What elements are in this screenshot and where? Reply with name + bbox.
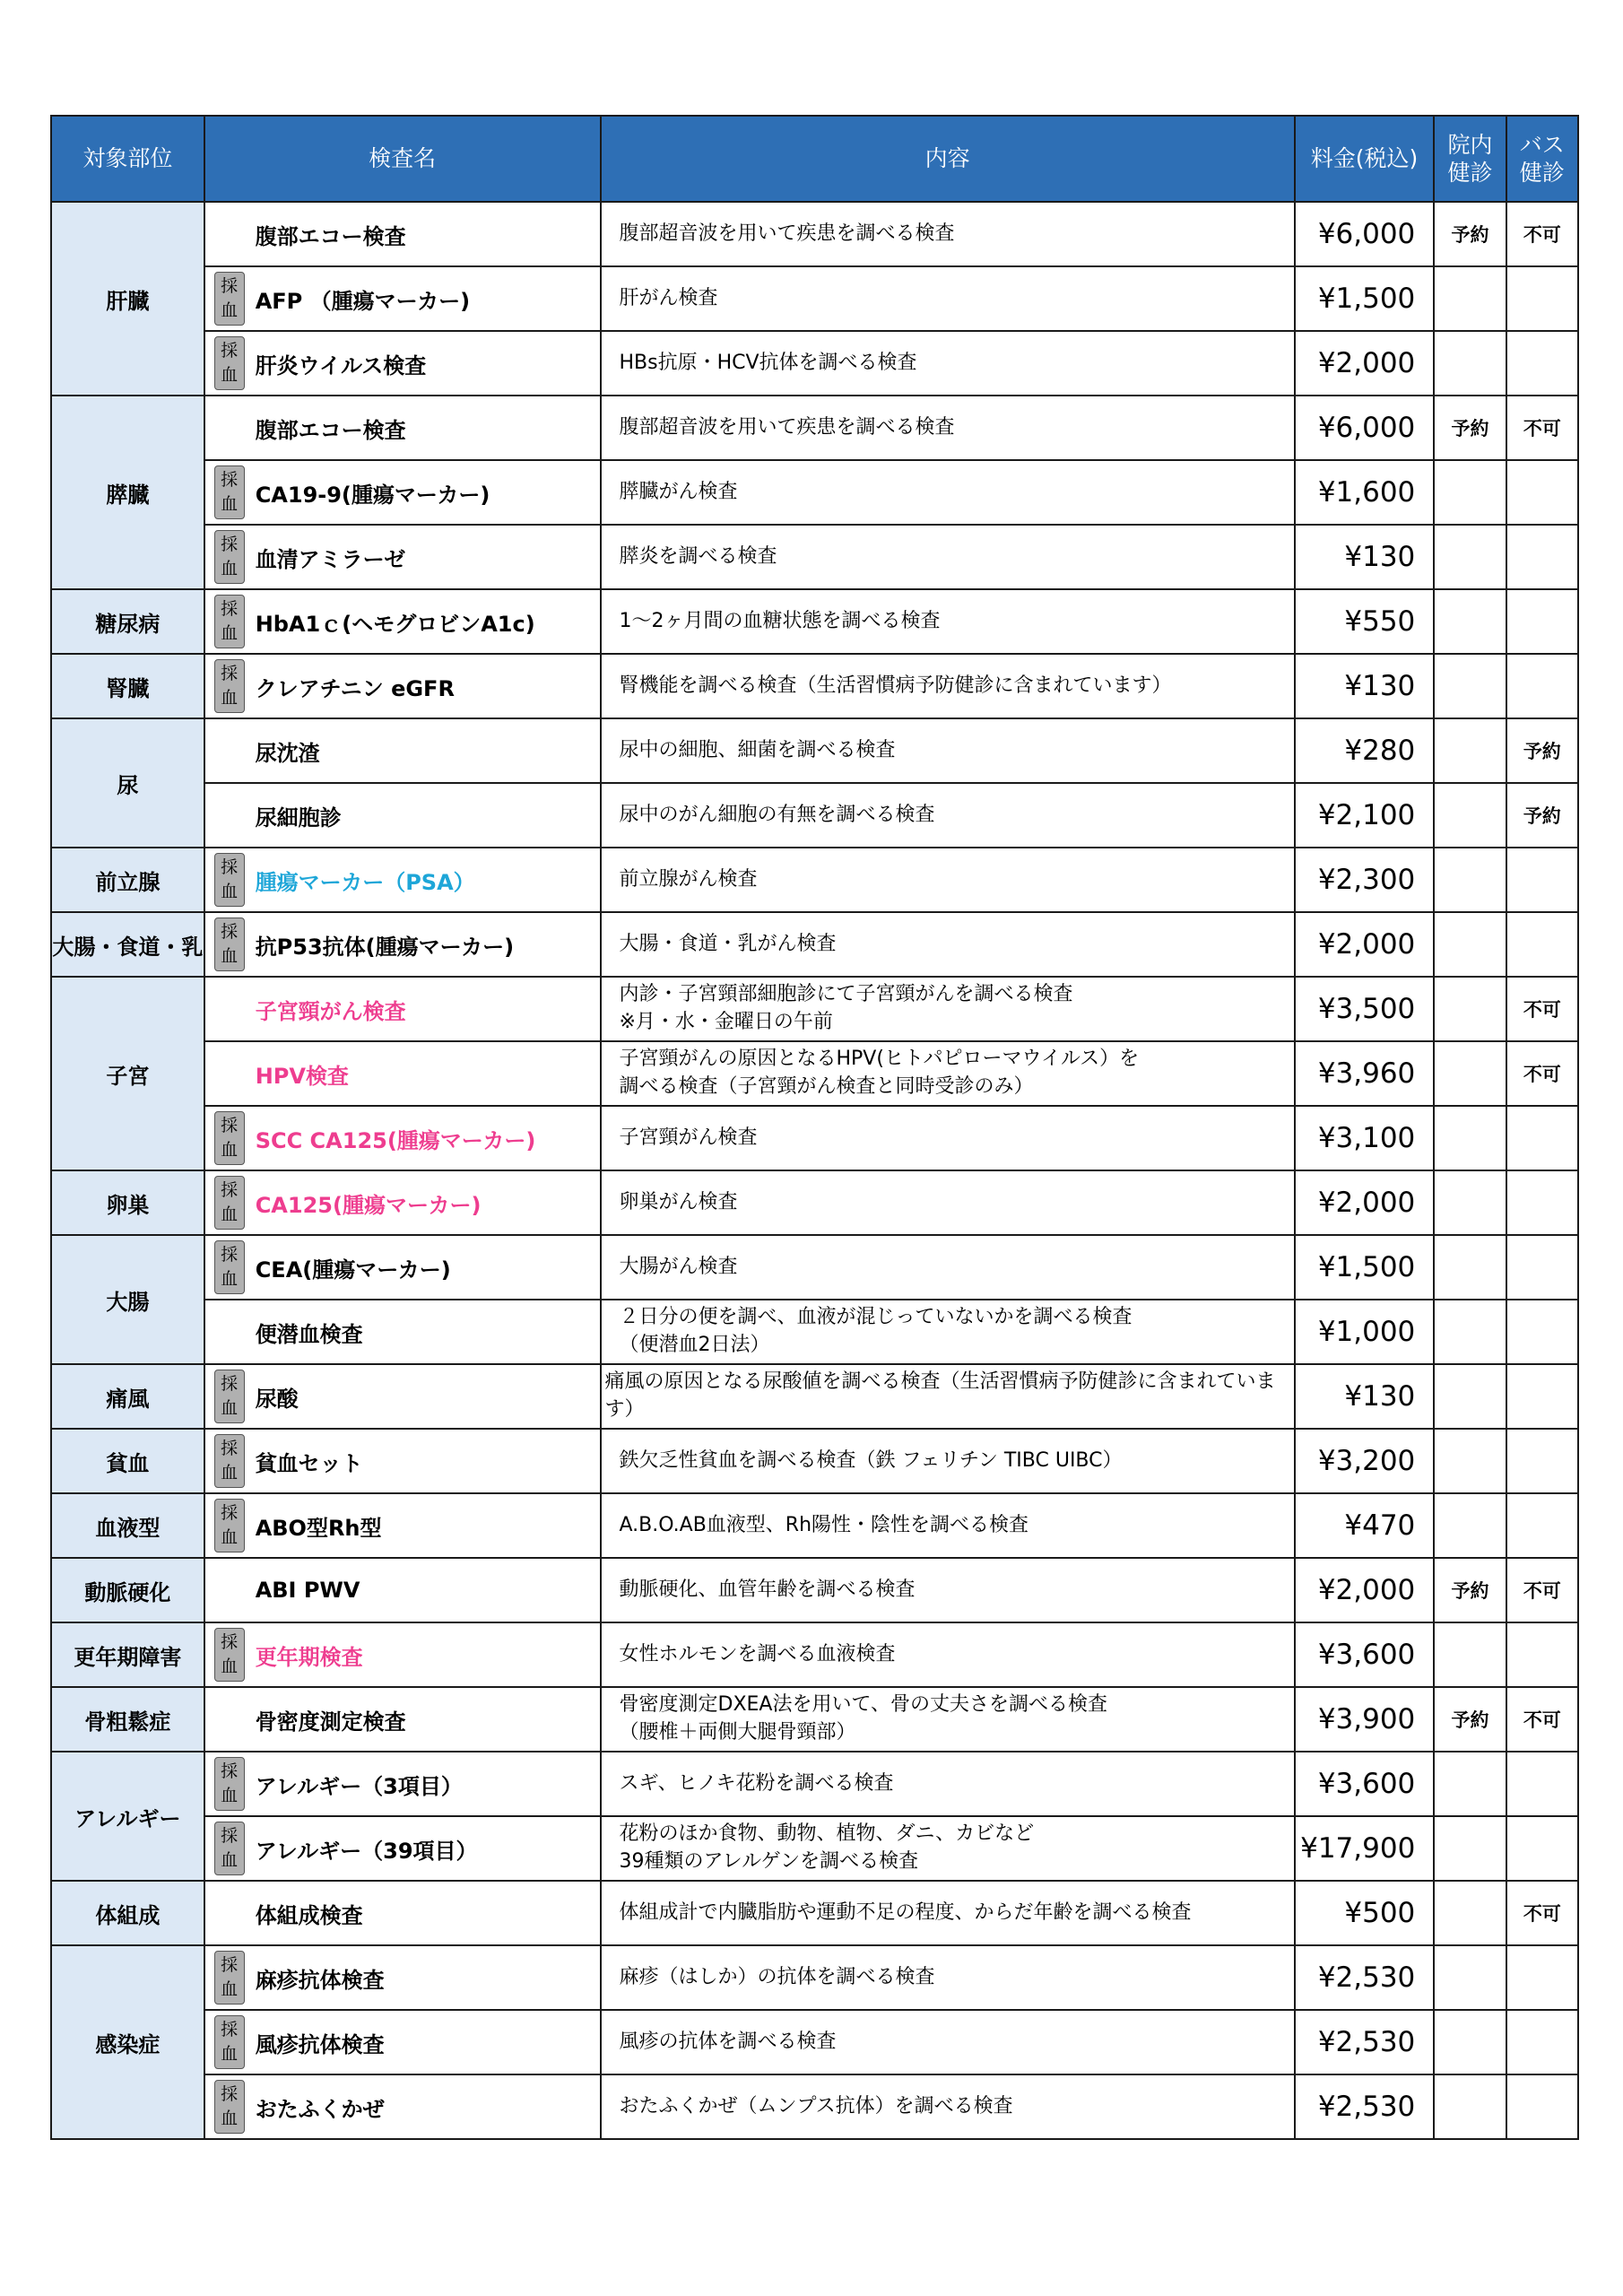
table-row	[51, 1945, 1578, 2010]
exam-name: 腹部エコー検査	[204, 202, 601, 266]
exam-name: 採 血 腫瘍マーカー（PSA）	[204, 848, 601, 912]
bus-status: 不可	[1506, 1881, 1578, 1945]
bus-status	[1506, 1300, 1578, 1364]
exam-name: 便潜血検査	[204, 1300, 601, 1364]
exam-description: 腹部超音波を用いて疾患を調べる検査	[601, 202, 1295, 266]
category-cell: 膵臓	[51, 396, 204, 589]
header-row	[51, 116, 1578, 202]
header-bus: バス 健診	[1506, 116, 1578, 202]
table-row	[51, 460, 1578, 525]
table-row	[51, 1752, 1578, 1816]
innai-status	[1434, 718, 1506, 783]
category-cell: 糖尿病	[51, 589, 204, 654]
bus-status	[1506, 589, 1578, 654]
innai-status	[1434, 1364, 1506, 1429]
exam-price: ¥2,530	[1295, 2074, 1435, 2139]
exam-price: ¥3,200	[1295, 1429, 1435, 1493]
blood-draw-badge: 採 血	[214, 1499, 245, 1552]
table-row	[51, 1687, 1578, 1752]
exam-name: 骨密度測定検査	[204, 1687, 601, 1752]
category-cell: 子宮	[51, 977, 204, 1170]
exam-name: 尿細胞診	[204, 783, 601, 848]
exam-name: 採 血 ABO型Rh型	[204, 1493, 601, 1558]
table-row	[51, 331, 1578, 396]
exam-description: 子宮頸がん検査	[601, 1106, 1295, 1170]
exam-price: ¥2,000	[1295, 912, 1435, 977]
exam-price: ¥3,600	[1295, 1752, 1435, 1816]
bus-status	[1506, 1945, 1578, 2010]
category-cell: 痛風	[51, 1364, 204, 1429]
exam-price: ¥6,000	[1295, 202, 1435, 266]
exam-description: 尿中のがん細胞の有無を調べる検査	[601, 783, 1295, 848]
bus-status: 不可	[1506, 1558, 1578, 1622]
table-row	[51, 912, 1578, 977]
innai-status: 予約	[1434, 1687, 1506, 1752]
category-cell: 動脈硬化	[51, 1558, 204, 1622]
exam-description: 腎機能を調べる検査（生活習慣病予防健診に含まれています）	[601, 654, 1295, 718]
exam-price: ¥130	[1295, 654, 1435, 718]
innai-status	[1434, 1752, 1506, 1816]
category-cell: 血液型	[51, 1493, 204, 1558]
exam-description: 骨密度測定DXEA法を用いて、骨の丈夫さを調べる検査 （腰椎＋両側大腿骨頸部）	[601, 1687, 1295, 1752]
table-row	[51, 1106, 1578, 1170]
innai-status	[1434, 1106, 1506, 1170]
exam-price: ¥3,600	[1295, 1622, 1435, 1687]
bus-status	[1506, 1106, 1578, 1170]
header-exam-name: 検査名	[204, 116, 601, 202]
category-cell: 大腸	[51, 1235, 204, 1364]
innai-status	[1434, 783, 1506, 848]
exam-name: 採 血 肝炎ウイルス検査	[204, 331, 601, 396]
exam-description: 風疹の抗体を調べる検査	[601, 2010, 1295, 2074]
exam-price: ¥130	[1295, 1364, 1435, 1429]
bus-status: 不可	[1506, 202, 1578, 266]
table-row	[51, 1170, 1578, 1235]
exam-description: A.B.O.AB血液型、Rh陽性・陰性を調べる検査	[601, 1493, 1295, 1558]
blood-draw-badge: 採 血	[214, 1240, 245, 1294]
bus-status: 予約	[1506, 718, 1578, 783]
table-row	[51, 266, 1578, 331]
blood-draw-badge: 採 血	[214, 530, 245, 584]
table-row	[51, 1816, 1578, 1881]
table-row	[51, 1041, 1578, 1106]
innai-status	[1434, 266, 1506, 331]
exam-price: ¥1,600	[1295, 460, 1435, 525]
table-row	[51, 2010, 1578, 2074]
exam-price: ¥130	[1295, 525, 1435, 589]
exam-price: ¥2,530	[1295, 1945, 1435, 2010]
category-cell: 感染症	[51, 1945, 204, 2139]
bus-status	[1506, 460, 1578, 525]
table-row	[51, 589, 1578, 654]
bus-status	[1506, 848, 1578, 912]
blood-draw-badge: 採 血	[214, 1757, 245, 1811]
exam-description: 花粉のほか食物、動物、植物、ダニ、カビなど 39種類のアレルゲンを調べる検査	[601, 1816, 1295, 1881]
bus-status	[1506, 525, 1578, 589]
blood-draw-badge: 採 血	[214, 595, 245, 648]
exam-description: 鉄欠乏性貧血を調べる検査（鉄 フェリチン TIBC UIBC）	[601, 1429, 1295, 1493]
category-cell: 腎臓	[51, 654, 204, 718]
innai-status	[1434, 331, 1506, 396]
exam-name: 採 血 SCC CA125(腫瘍マーカー)	[204, 1106, 601, 1170]
exam-name: 採 血 AFP （腫瘍マーカー)	[204, 266, 601, 331]
exam-name: 体組成検査	[204, 1881, 601, 1945]
exam-description: 肝がん検査	[601, 266, 1295, 331]
exam-description: 大腸・食道・乳がん検査	[601, 912, 1295, 977]
exam-price-table	[50, 115, 1579, 2140]
table-row	[51, 1558, 1578, 1622]
exam-description: 腹部超音波を用いて疾患を調べる検査	[601, 396, 1295, 460]
header-description: 内容	[601, 116, 1295, 202]
bus-status	[1506, 331, 1578, 396]
blood-draw-badge: 採 血	[214, 272, 245, 326]
table-row	[51, 977, 1578, 1041]
exam-name: 採 血 アレルギー（3項目）	[204, 1752, 601, 1816]
exam-name: 採 血 抗P53抗体(腫瘍マーカー)	[204, 912, 601, 977]
innai-status	[1434, 1816, 1506, 1881]
bus-status: 不可	[1506, 1041, 1578, 1106]
exam-name: 子宮頸がん検査	[204, 977, 601, 1041]
bus-status	[1506, 266, 1578, 331]
category-cell: 体組成	[51, 1881, 204, 1945]
bus-status: 不可	[1506, 977, 1578, 1041]
category-cell: 更年期障害	[51, 1622, 204, 1687]
exam-price: ¥3,100	[1295, 1106, 1435, 1170]
bus-status	[1506, 1364, 1578, 1429]
exam-name: 腹部エコー検査	[204, 396, 601, 460]
bus-status	[1506, 654, 1578, 718]
exam-price: ¥3,900	[1295, 1687, 1435, 1752]
table-row	[51, 1881, 1578, 1945]
innai-status	[1434, 848, 1506, 912]
category-cell: 尿	[51, 718, 204, 848]
exam-description: おたふくかぜ（ムンプス抗体）を調べる検査	[601, 2074, 1295, 2139]
innai-status	[1434, 2074, 1506, 2139]
exam-price: ¥6,000	[1295, 396, 1435, 460]
exam-name: 採 血 麻疹抗体検査	[204, 1945, 601, 2010]
innai-status: 予約	[1434, 396, 1506, 460]
innai-status	[1434, 1945, 1506, 2010]
exam-description: 尿中の細胞、細菌を調べる検査	[601, 718, 1295, 783]
exam-description: 膵炎を調べる検査	[601, 525, 1295, 589]
exam-description: スギ、ヒノキ花粉を調べる検査	[601, 1752, 1295, 1816]
exam-name: ABI PWV	[204, 1558, 601, 1622]
exam-description: 子宮頸がんの原因となるHPV(ヒトパピローマウイルス）を 調べる検査（子宮頸がん検査と同時受診のみ）	[601, 1041, 1295, 1106]
exam-price: ¥2,100	[1295, 783, 1435, 848]
bus-status	[1506, 1170, 1578, 1235]
innai-status: 予約	[1434, 202, 1506, 266]
table-row	[51, 1300, 1578, 1364]
blood-draw-badge: 採 血	[214, 465, 245, 519]
innai-status	[1434, 1429, 1506, 1493]
blood-draw-badge: 採 血	[214, 1822, 245, 1875]
innai-status	[1434, 1235, 1506, 1300]
exam-name: 採 血 CEA(腫瘍マーカー)	[204, 1235, 601, 1300]
exam-name: 採 血 アレルギー（39項目）	[204, 1816, 601, 1881]
innai-status	[1434, 460, 1506, 525]
exam-description: 麻疹（はしか）の抗体を調べる検査	[601, 1945, 1295, 2010]
bus-status: 不可	[1506, 1687, 1578, 1752]
bus-status	[1506, 1622, 1578, 1687]
exam-description: 大腸がん検査	[601, 1235, 1295, 1300]
blood-draw-badge: 採 血	[214, 1176, 245, 1230]
innai-status	[1434, 1622, 1506, 1687]
exam-price: ¥2,530	[1295, 2010, 1435, 2074]
exam-name: HPV検査	[204, 1041, 601, 1106]
category-cell: アレルギー	[51, 1752, 204, 1881]
category-cell: 肝臓	[51, 202, 204, 396]
exam-name: 採 血 更年期検査	[204, 1622, 601, 1687]
exam-description: 痛風の原因となる尿酸値を調べる検査（生活習慣病予防健診に含まれていま す）	[601, 1364, 1295, 1429]
blood-draw-badge: 採 血	[214, 1370, 245, 1423]
exam-price: ¥2,000	[1295, 1558, 1435, 1622]
bus-status	[1506, 1752, 1578, 1816]
exam-price: ¥3,500	[1295, 977, 1435, 1041]
bus-status	[1506, 1816, 1578, 1881]
innai-status	[1434, 525, 1506, 589]
header-innai: 院内 健診	[1434, 116, 1506, 202]
bus-status	[1506, 912, 1578, 977]
category-cell: 卵巣	[51, 1170, 204, 1235]
innai-status	[1434, 1881, 1506, 1945]
table-row	[51, 718, 1578, 783]
innai-status	[1434, 654, 1506, 718]
bus-status	[1506, 2010, 1578, 2074]
bus-status	[1506, 1493, 1578, 1558]
exam-name: 採 血 貧血セット	[204, 1429, 601, 1493]
exam-price: ¥1,500	[1295, 1235, 1435, 1300]
exam-name: 尿沈渣	[204, 718, 601, 783]
table-row	[51, 1235, 1578, 1300]
exam-price: ¥1,000	[1295, 1300, 1435, 1364]
category-cell: 大腸・食道・乳	[51, 912, 204, 977]
blood-draw-badge: 採 血	[214, 2015, 245, 2069]
category-cell: 貧血	[51, 1429, 204, 1493]
exam-description: 1～2ヶ月間の血糖状態を調べる検査	[601, 589, 1295, 654]
exam-name: 採 血 尿酸	[204, 1364, 601, 1429]
bus-status	[1506, 2074, 1578, 2139]
exam-name: 採 血 クレアチニン eGFR	[204, 654, 601, 718]
exam-price: ¥2,000	[1295, 1170, 1435, 1235]
innai-status	[1434, 977, 1506, 1041]
header-price: 料金(税込)	[1295, 116, 1435, 202]
innai-status	[1434, 2010, 1506, 2074]
innai-status	[1434, 1170, 1506, 1235]
exam-description: 動脈硬化、血管年齢を調べる検査	[601, 1558, 1295, 1622]
table-row	[51, 202, 1578, 266]
exam-price: ¥1,500	[1295, 266, 1435, 331]
table-row	[51, 1364, 1578, 1429]
table-row	[51, 525, 1578, 589]
exam-price: ¥500	[1295, 1881, 1435, 1945]
innai-status	[1434, 1041, 1506, 1106]
exam-name: 採 血 CA19-9(腫瘍マーカー)	[204, 460, 601, 525]
innai-status	[1434, 1300, 1506, 1364]
exam-name: 採 血 風疹抗体検査	[204, 2010, 601, 2074]
exam-name: 採 血 HbA1ｃ(ヘモグロビンA1c)	[204, 589, 601, 654]
table-row	[51, 1493, 1578, 1558]
exam-price: ¥470	[1295, 1493, 1435, 1558]
exam-price: ¥2,000	[1295, 331, 1435, 396]
table-row	[51, 2074, 1578, 2139]
blood-draw-badge: 採 血	[214, 1951, 245, 2005]
exam-description: HBs抗原・HCV抗体を調べる検査	[601, 331, 1295, 396]
table-row	[51, 654, 1578, 718]
bus-status: 不可	[1506, 396, 1578, 460]
blood-draw-badge: 採 血	[214, 1434, 245, 1488]
exam-description: 前立腺がん検査	[601, 848, 1295, 912]
table-row	[51, 1622, 1578, 1687]
blood-draw-badge: 採 血	[214, 918, 245, 971]
exam-price: ¥2,300	[1295, 848, 1435, 912]
exam-name: 採 血 CA125(腫瘍マーカー)	[204, 1170, 601, 1235]
blood-draw-badge: 採 血	[214, 853, 245, 907]
exam-name: 採 血 血清アミラーゼ	[204, 525, 601, 589]
bus-status	[1506, 1235, 1578, 1300]
exam-price: ¥17,900	[1295, 1816, 1435, 1881]
blood-draw-badge: 採 血	[214, 1628, 245, 1682]
exam-price: ¥3,960	[1295, 1041, 1435, 1106]
bus-status	[1506, 1429, 1578, 1493]
category-cell: 骨粗鬆症	[51, 1687, 204, 1752]
exam-price: ¥550	[1295, 589, 1435, 654]
exam-description: 内診・子宮頸部細胞診にて子宮頸がんを調べる検査 ※月・水・金曜日の午前	[601, 977, 1295, 1041]
bus-status: 予約	[1506, 783, 1578, 848]
table-row	[51, 396, 1578, 460]
innai-status: 予約	[1434, 1558, 1506, 1622]
exam-description: ２日分の便を調べ、血液が混じっていないかを調べる検査 （便潜血2日法）	[601, 1300, 1295, 1364]
table-row	[51, 848, 1578, 912]
innai-status	[1434, 1493, 1506, 1558]
exam-name: 採 血 おたふくかぜ	[204, 2074, 601, 2139]
blood-draw-badge: 採 血	[214, 2080, 245, 2134]
header-category: 対象部位	[51, 116, 204, 202]
exam-description: 膵臓がん検査	[601, 460, 1295, 525]
blood-draw-badge: 採 血	[214, 336, 245, 390]
exam-description: 体組成計で内臓脂肪や運動不足の程度、からだ年齢を調べる検査	[601, 1881, 1295, 1945]
category-cell: 前立腺	[51, 848, 204, 912]
innai-status	[1434, 589, 1506, 654]
blood-draw-badge: 採 血	[214, 659, 245, 713]
exam-description: 女性ホルモンを調べる血液検査	[601, 1622, 1295, 1687]
exam-description: 卵巣がん検査	[601, 1170, 1295, 1235]
exam-price: ¥280	[1295, 718, 1435, 783]
innai-status	[1434, 912, 1506, 977]
table-row	[51, 783, 1578, 848]
table-row	[51, 1429, 1578, 1493]
blood-draw-badge: 採 血	[214, 1111, 245, 1165]
